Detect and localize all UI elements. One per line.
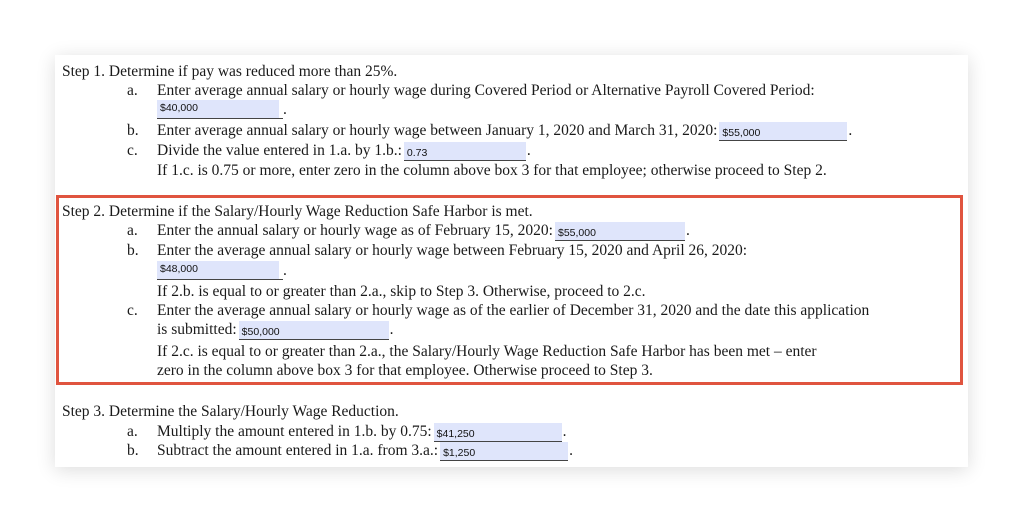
- step1-a-underline: [157, 100, 283, 119]
- step2-b-letter: b.: [127, 242, 139, 259]
- step1-b-value: $55,000: [722, 127, 761, 139]
- step2-a-text: Enter the annual salary or hourly wage as of February 15, 2020:: [157, 222, 553, 239]
- step1-b-text: Enter average annual salary or hourly wage between January 1, 2020 and March 31, 2020:: [157, 122, 718, 139]
- step2-a-letter: a.: [127, 222, 138, 239]
- step1-b-row: Enter average annual salary or hourly wage between January 1, 2020 and March 31, 2020: $55,000 .: [157, 122, 852, 141]
- step3-a-letter: a.: [127, 423, 138, 440]
- step1-a-letter: a.: [127, 82, 138, 99]
- step2-b-note: If 2.b. is equal to or greater than 2.a., skip to Step 3. Otherwise, proceed to 2.c.: [157, 283, 646, 300]
- step1-c-value: 0.73: [406, 147, 428, 159]
- step2-c-value: $50,000: [241, 326, 280, 338]
- step2-b-underline: [157, 261, 283, 280]
- step1-a-period: .: [283, 101, 287, 118]
- step2-c-letter: c.: [127, 302, 138, 319]
- step3-a-input[interactable]: [434, 423, 562, 442]
- step2-b-text: Enter the average annual salary or hourly wage between February 15, 2020 and April 26, 2020:: [157, 242, 748, 259]
- step1-c-text: Divide the value entered in 1.a. by 1.b.:: [157, 142, 402, 159]
- step3-b-input[interactable]: [440, 442, 568, 461]
- step2-a-input[interactable]: [555, 222, 685, 241]
- step3-b-value: $1,250: [443, 447, 476, 459]
- step1-b-letter: b.: [127, 122, 139, 139]
- step2-c-note1: If 2.c. is equal to or greater than 2.a., the Salary/Hourly Wage Reduction Safe Harbor has been met – enter: [157, 343, 817, 360]
- step1-note: If 1.c. is 0.75 or more, enter zero in the column above box 3 for that employee; otherwise proceed to Step 2.: [157, 162, 827, 179]
- step2-c-text: Enter the average annual salary or hourly wage as of the earlier of December 31, 2020 and the date this application: [157, 302, 870, 319]
- step3-a-text: Multiply the amount entered in 1.b. by 0.75:: [157, 423, 432, 440]
- step1-c-letter: c.: [127, 142, 138, 159]
- step3-a-row: Multiply the amount entered in 1.b. by 0.75: $41,250 .: [157, 423, 567, 442]
- step2-b-value: $48,000: [160, 263, 198, 275]
- step1-c-row: Divide the value entered in 1.a. by 1.b.: 0.73 .: [157, 142, 531, 161]
- step2-heading: Step 2. Determine if the Salary/Hourly Wage Reduction Safe Harbor is met.: [62, 203, 533, 220]
- step3-a-value: $41,250: [436, 428, 475, 440]
- step1-b-input[interactable]: [719, 122, 847, 141]
- step1-a-value: $40,000: [160, 102, 198, 114]
- step2-c-row: is submitted: $50,000 .: [157, 321, 394, 340]
- step2-b-period: .: [283, 262, 287, 279]
- step2-c-note2: zero in the column above box 3 for that employee. Otherwise proceed to Step 3.: [157, 362, 653, 379]
- step3-b-text: Subtract the amount entered in 1.a. from 3.a.:: [157, 442, 439, 459]
- step1-c-input[interactable]: [404, 142, 526, 161]
- step3-b-letter: b.: [127, 442, 139, 459]
- step2-c-input[interactable]: [239, 321, 389, 340]
- step3-b-row: Subtract the amount entered in 1.a. from 3.a.: $1,250 .: [157, 442, 573, 461]
- step3-heading: Step 3. Determine the Salary/Hourly Wage Reduction.: [62, 403, 399, 420]
- step1-heading: Step 1. Determine if pay was reduced more than 25%.: [62, 63, 398, 80]
- step2-a-value: $55,000: [558, 227, 596, 239]
- step2-c-text2: is submitted:: [157, 321, 237, 338]
- step2-a-row: Enter the annual salary or hourly wage as of February 15, 2020: $55,000 .: [157, 222, 690, 241]
- step1-a-text: Enter average annual salary or hourly wage during Covered Period or Alternative Payroll Covered Period:: [157, 82, 815, 99]
